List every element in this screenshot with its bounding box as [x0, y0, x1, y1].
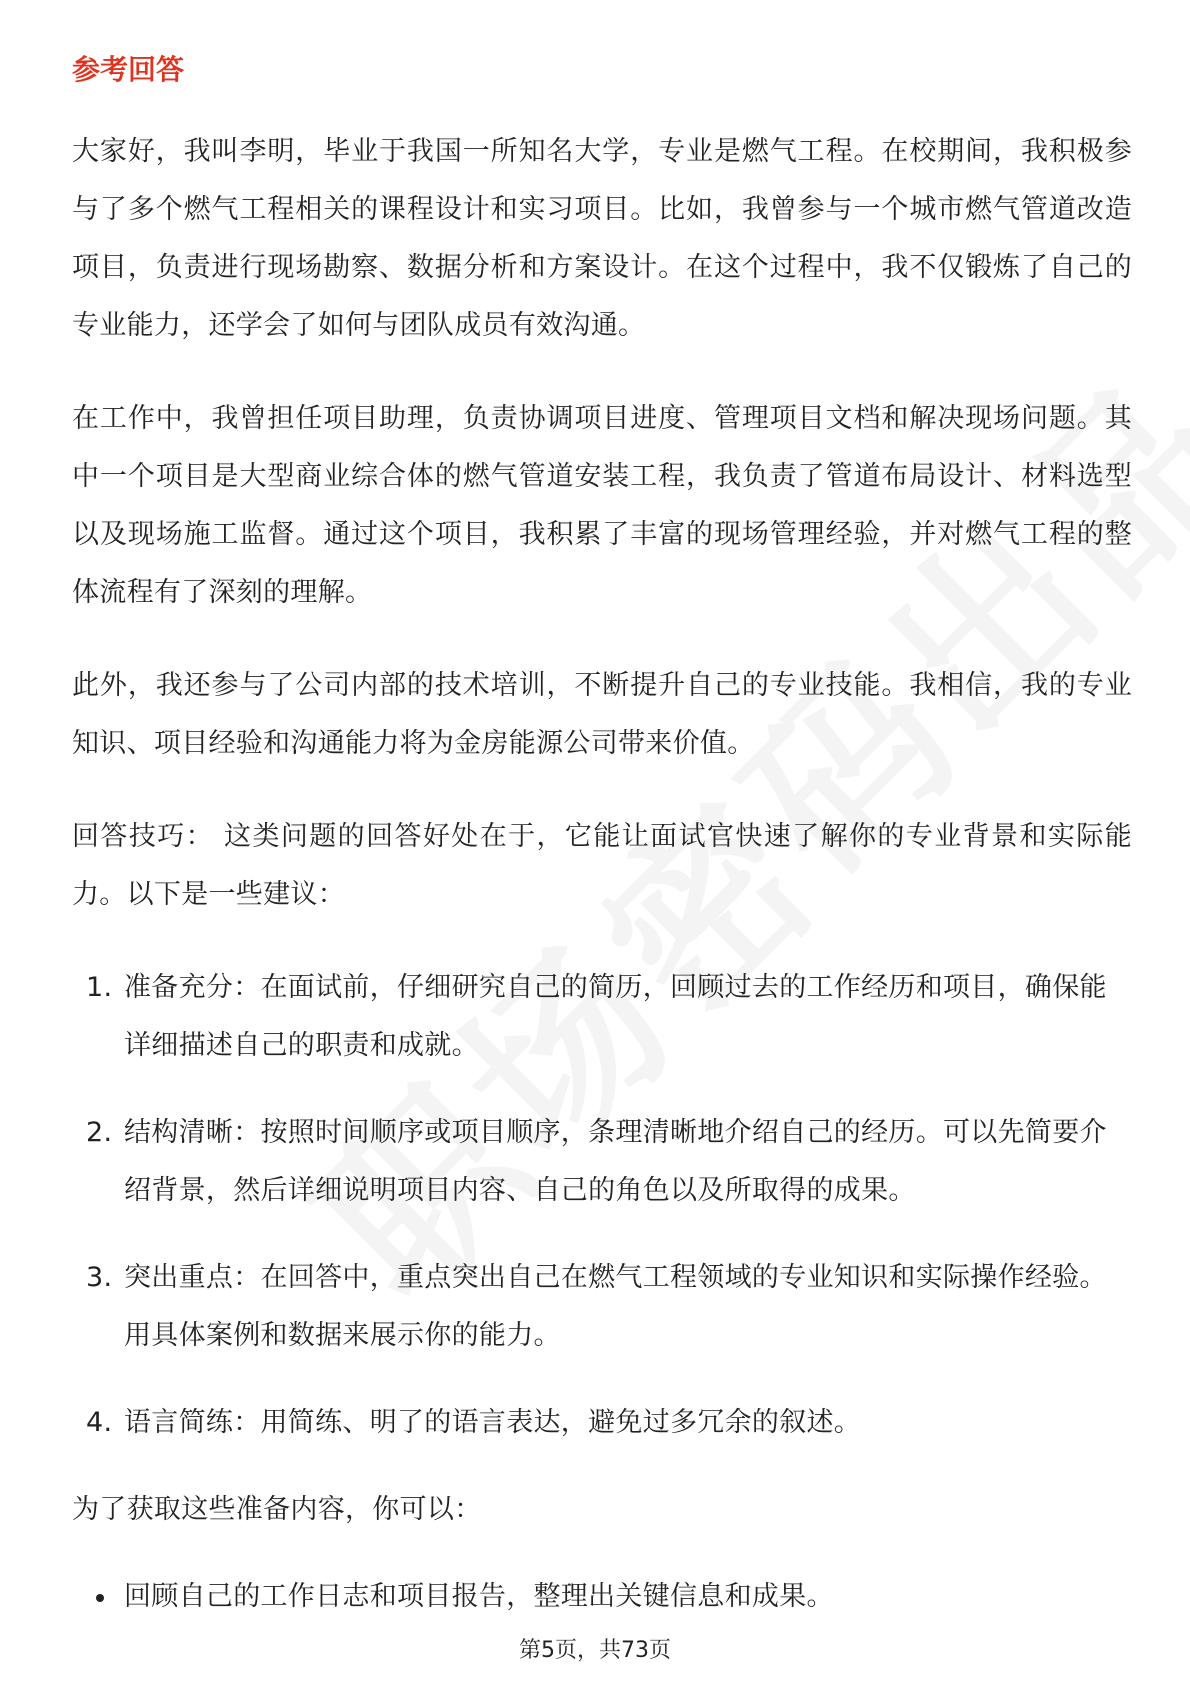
list-item-text: 突出重点：在回答中，重点突出自己在燃气工程领域的专业知识和实际操作经验。用具体案例和数据来展示你的能力。: [124, 1262, 1107, 1351]
list-item-text: 准备充分：在面试前，仔细研究自己的简历，回顾过去的工作经历和项目，确保能详细描述自己的职责和成就。: [124, 972, 1107, 1061]
list-item-text: 结构清晰：按照时间顺序或项目顺序，条理清晰地介绍自己的经历。可以先简要介绍背景，然后详细说明项目内容、自己的角色以及所取得的成果。: [124, 1117, 1107, 1206]
page-content: [72, 50, 1132, 1626]
prep-list: [72, 1568, 1132, 1626]
list-item: [72, 1104, 1132, 1220]
list-item: [72, 1249, 1132, 1365]
tips-list: [72, 959, 1132, 1452]
list-number: 2.: [86, 1117, 113, 1148]
list-item-text: 语言简练：用简练、明了的语言表达，避免过多冗余的叙述。: [124, 1407, 862, 1438]
bullet-icon: [96, 1594, 104, 1602]
paragraph-tips-intro: 回答技巧： 这类问题的回答好处在于，它能让面试官快速了解你的专业背景和实际能力。以下是一些建议：: [72, 821, 1132, 910]
list-item: [72, 1568, 1132, 1626]
page-number-footer: 第5页，共73页: [519, 1638, 671, 1663]
section-title: 参考回答: [72, 53, 185, 86]
paragraph-intro: 大家好，我叫李明，毕业于我国一所知名大学，专业是燃气工程。在校期间，我积极参与了多个燃气工程相关的课程设计和实习项目。比如，我曾参与一个城市燃气管道改造项目，负责进行现场勘察、数据分析和方案设计。在这个过程中，我不仅锻炼了自己的专业能力，还学会了如何与团队成员有效沟通。: [72, 136, 1132, 341]
paragraph-work: 在工作中，我曾担任项目助理，负责协调项目进度、管理项目文档和解决现场问题。其中一个项目是大型商业综合体的燃气管道安装工程，我负责了管道布局设计、材料选型以及现场施工监督。通过这个项目，我积累了丰富的现场管理经验，并对燃气工程的整体流程有了深刻的理解。: [72, 403, 1132, 608]
paragraph-prep-intro: 为了获取这些准备内容，你可以：: [72, 1494, 482, 1525]
list-number: 1.: [86, 972, 113, 1003]
list-number: 4.: [86, 1407, 113, 1438]
list-number: 3.: [86, 1262, 113, 1293]
list-item-text: 回顾自己的工作日志和项目报告，整理出关键信息和成果。: [124, 1581, 834, 1612]
paragraph-training: 此外，我还参与了公司内部的技术培训，不断提升自己的专业技能。我相信，我的专业知识、项目经验和沟通能力将为金房能源公司带来价值。: [72, 670, 1132, 759]
list-item: [72, 1394, 1132, 1452]
list-item: [72, 959, 1132, 1075]
